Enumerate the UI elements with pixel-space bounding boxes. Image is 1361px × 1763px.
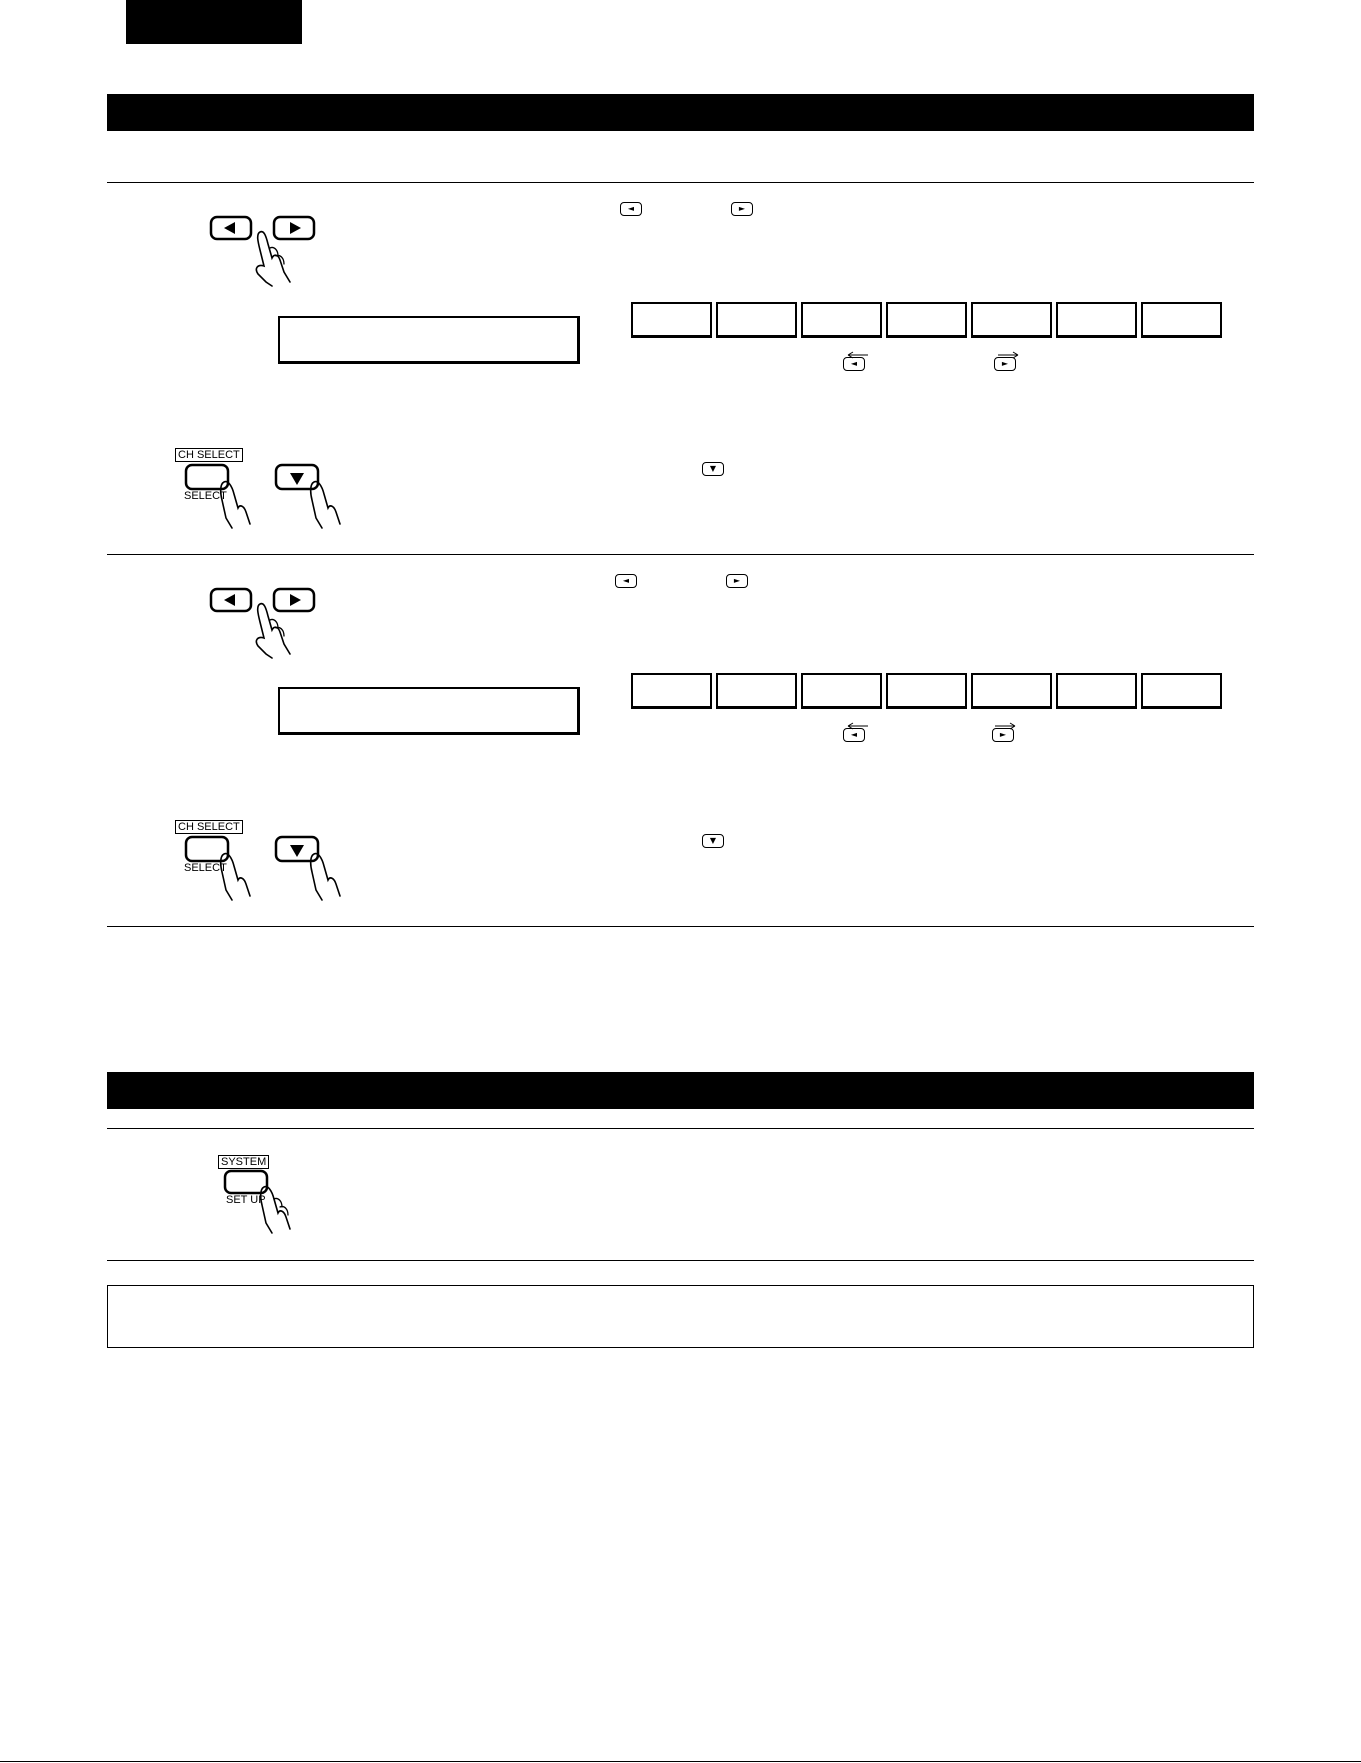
- right-arrow-key-icon: ►: [731, 202, 753, 216]
- left-arrow-key-icon: ◄: [620, 202, 642, 216]
- divider: [107, 554, 1254, 555]
- note-box: [107, 1285, 1254, 1348]
- sequence-cell: [886, 673, 967, 709]
- left-arrow-key-icon: ◄: [843, 728, 865, 742]
- language-tab: [126, 0, 302, 44]
- display-panel: [278, 687, 580, 735]
- sequence-cell: [1056, 302, 1137, 338]
- section-heading-bar: [107, 1072, 1254, 1109]
- select-sublabel: SELECT: [184, 490, 227, 502]
- divider: [107, 182, 1254, 183]
- setting-sequence: [631, 302, 1222, 338]
- section-heading-bar: [107, 94, 1254, 131]
- right-arrow-key-icon: ►: [994, 357, 1016, 371]
- sequence-cell: [886, 302, 967, 338]
- cursor-buttons-illustration: [208, 214, 318, 291]
- sequence-cell: [801, 673, 882, 709]
- display-panel: [278, 316, 580, 364]
- sequence-cell: [631, 673, 712, 709]
- sequence-cell: [801, 302, 882, 338]
- setup-sublabel: SET UP: [226, 1194, 266, 1206]
- pointing-hand-icon: [208, 586, 318, 658]
- setting-sequence: [631, 673, 1222, 709]
- sequence-cell: [971, 302, 1052, 338]
- sequence-cell: [716, 673, 797, 709]
- system-label: SYSTEM: [218, 1155, 269, 1169]
- sequence-cell: [1056, 673, 1137, 709]
- ch-select-label: CH SELECT: [175, 448, 243, 462]
- left-arrow-key-icon: ◄: [615, 574, 637, 588]
- sequence-cell: [1141, 302, 1222, 338]
- sequence-cell: [716, 302, 797, 338]
- pointing-hand-icon: [208, 214, 318, 286]
- right-arrow-key-icon: ►: [992, 728, 1014, 742]
- divider: [107, 1260, 1254, 1261]
- sequence-cell: [631, 302, 712, 338]
- down-arrow-key-icon: ▼: [702, 462, 724, 476]
- sequence-cell: [1141, 673, 1222, 709]
- left-arrow-key-icon: ◄: [843, 357, 865, 371]
- down-arrow-key-icon: ▼: [702, 834, 724, 848]
- divider: [107, 926, 1254, 927]
- page-footer-line: [0, 1761, 1361, 1762]
- select-sublabel: SELECT: [184, 862, 227, 874]
- sequence-cell: [971, 673, 1052, 709]
- divider: [107, 1128, 1254, 1129]
- cursor-buttons-illustration: [208, 586, 318, 663]
- ch-select-label: CH SELECT: [175, 820, 243, 834]
- right-arrow-key-icon: ►: [726, 574, 748, 588]
